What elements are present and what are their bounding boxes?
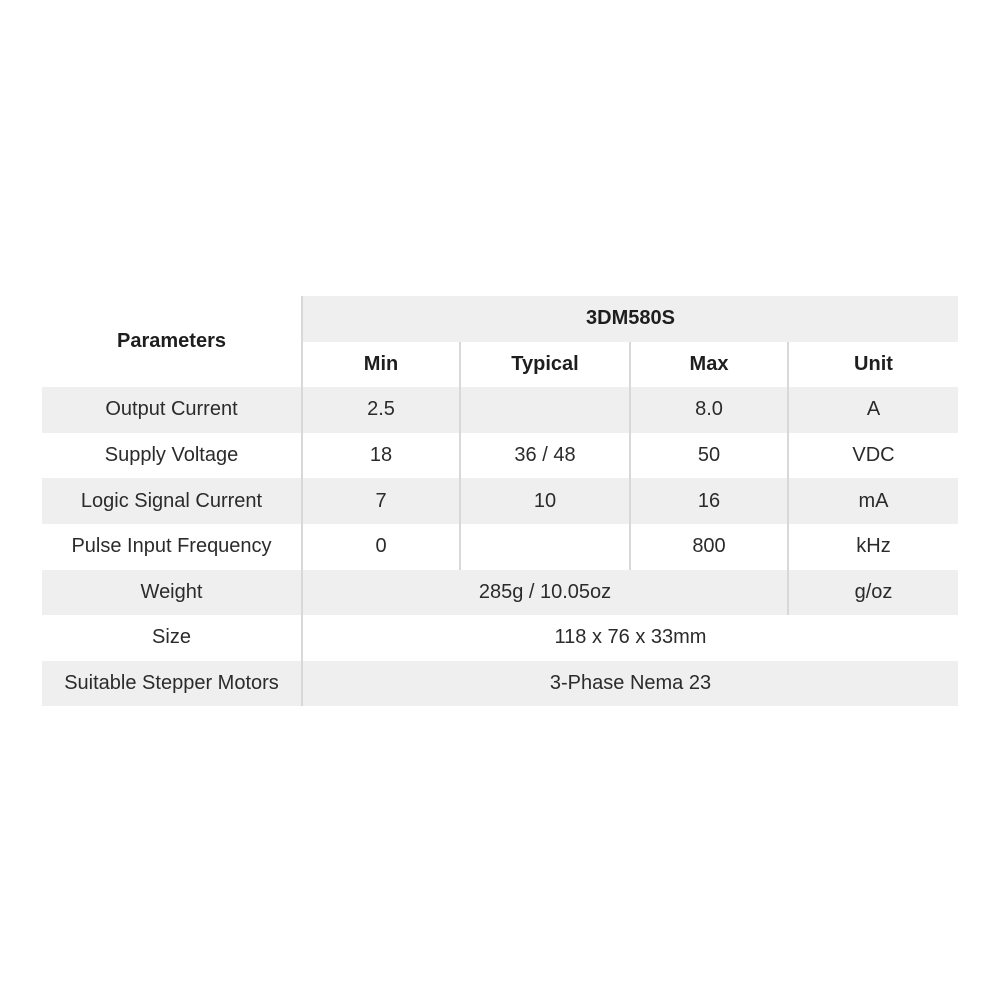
unit-value: kHz [856, 535, 891, 558]
param-name: Supply Voltage [42, 433, 302, 479]
column-header-min: Min [302, 342, 460, 388]
unit-value: mA [858, 489, 889, 512]
param-name: Weight [42, 570, 302, 616]
typical-value: 10 [460, 478, 630, 524]
table-row-weight [42, 570, 958, 616]
param-name: Suitable Stepper Motors [42, 661, 302, 707]
model-header: 3DM580S [302, 296, 958, 342]
spec-table [42, 296, 958, 706]
column-header-unit: Unit [854, 352, 893, 375]
min-value: 7 [302, 478, 460, 524]
table-row [42, 387, 958, 433]
param-name: Size [42, 615, 302, 661]
max-value: 800 [630, 524, 788, 570]
unit-value: A [866, 398, 881, 421]
motors-value: 3-Phase Nema 23 [549, 672, 712, 695]
header-row-model [42, 296, 958, 342]
param-name: Output Current [42, 387, 302, 433]
size-value: 118 x 76 x 33mm [554, 626, 707, 649]
column-header-max: Max [630, 342, 788, 388]
typical-value [460, 524, 630, 570]
table-row [42, 478, 958, 524]
weight-value: 285g / 10.05oz [302, 570, 788, 616]
param-name: Logic Signal Current [42, 478, 302, 524]
table-row [42, 524, 958, 570]
min-value: 18 [302, 433, 460, 479]
param-name: Pulse Input Frequency [42, 524, 302, 570]
max-value: 8.0 [630, 387, 788, 433]
typical-value [460, 387, 630, 433]
unit-value: VDC [852, 444, 895, 467]
table-row-size [42, 615, 958, 661]
max-value: 50 [630, 433, 788, 479]
parameters-header: Parameters [42, 296, 302, 387]
table-row [42, 433, 958, 479]
column-header-typical: Typical [460, 342, 630, 388]
table-row-motors [42, 661, 958, 707]
min-value: 0 [302, 524, 460, 570]
typical-value: 36 / 48 [460, 433, 630, 479]
min-value: 2.5 [302, 387, 460, 433]
unit-value: g/oz [854, 580, 893, 603]
max-value: 16 [630, 478, 788, 524]
